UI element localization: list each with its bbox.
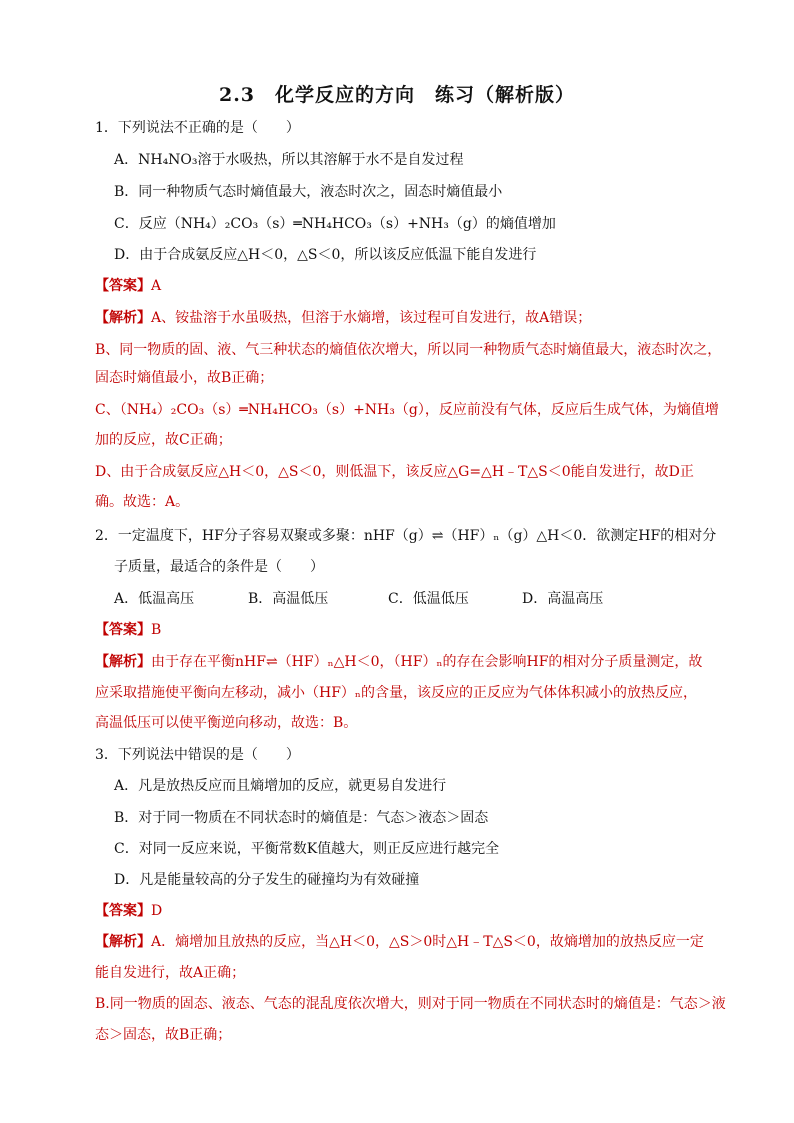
answer-value: B	[151, 622, 162, 638]
answer-value: A	[151, 278, 162, 294]
q1-option-d: D．由于合成氨反应△H＜0，△S＜0，所以该反应低温下能自发进行	[114, 247, 537, 263]
answer-label: 【答案】	[95, 903, 151, 919]
q1-analysis-line: D、由于合成氨反应△H＜0，△S＜0，则低温下，该反应△G=△H﹣T△S＜0能自发进行，故D正	[95, 464, 694, 480]
q1-analysis-line: 固态时熵值最小，故B正确；	[95, 370, 274, 386]
q2-answer	[95, 620, 161, 640]
q1-option-c: C．反应（NH₄）₂CO₃（s）═NH₄HCO₃（s）+NH₃（g）的熵值增加	[114, 216, 556, 232]
q1-answer	[95, 276, 161, 296]
answer-label: 【答案】	[95, 622, 151, 638]
q2-option-c: C．低温低压	[388, 591, 469, 607]
q3-option-d: D．凡是能量较高的分子发生的碰撞均为有效碰撞	[114, 872, 420, 888]
q1-analysis-line: 加的反应，故C正确；	[95, 432, 232, 448]
q2-analysis-line: 【解析】由于存在平衡nHF⇌（HF）ₙ△H＜0，（HF）ₙ的存在会影响HF的相对分子质量测定，故	[95, 654, 703, 670]
q3-answer	[95, 901, 162, 921]
q3-analysis-line: 态＞固态，故B正确；	[95, 1027, 232, 1043]
q1-analysis-line: 确。故选：A。	[95, 494, 190, 510]
answer-label: 【答案】	[95, 278, 151, 294]
q2-analysis-line: 应采取措施使平衡向左移动，减小（HF）ₙ的含量，该反应的正反应为气体体积减小的放热反应，	[95, 685, 697, 701]
q3-analysis-line: B.同一物质的固态、液态、气态的混乱度依次增大，则对于同一物质在不同状态时的熵值是：气态＞液	[95, 996, 726, 1012]
q3-option-c: C．对同一反应来说，平衡常数K值越大，则正反应进行越完全	[114, 841, 500, 857]
q2-analysis-line: 高温低压可以使平衡逆向移动，故选：B。	[95, 715, 358, 731]
q2-stem: 子质量，最适合的条件是（ ）	[114, 559, 324, 575]
q1-option-a: A．NH₄NO₃溶于水吸热，所以其溶解于水不是自发过程	[114, 152, 464, 168]
q1-stem: 1．下列说法不正确的是（ ）	[95, 120, 300, 136]
q2-stem: 2．一定温度下，HF分子容易双聚或多聚：nHF（g）⇌（HF）ₙ（g）△H＜0．欲测定HF的相对分	[95, 528, 717, 544]
q3-option-b: B．对于同一物质在不同状态时的熵值是：气态＞液态＞固态	[114, 810, 489, 826]
q3-option-a: A．凡是放热反应而且熵增加的反应，就更易自发进行	[114, 778, 447, 794]
q3-stem: 3．下列说法中错误的是（ ）	[95, 747, 300, 763]
q1-analysis-line: B、同一物质的固、液、气三种状态的熵值依次增大，所以同一种物质气态时熵值最大，液态时次之，	[95, 342, 722, 358]
document-title: 2.3 化学反应的方向 练习（解析版）	[218, 84, 576, 106]
q2-option-d: D．高温高压	[522, 591, 604, 607]
q2-option-a: A．低温高压	[114, 591, 195, 607]
analysis-label: 【解析】	[95, 654, 151, 670]
analysis-label: 【解析】	[95, 934, 151, 950]
q1-analysis-line: C、（NH₄）₂CO₃（s）═NH₄HCO₃（s）+NH₃（g），反应前没有气体，反应后生成气体，为熵值增	[95, 402, 719, 418]
q2-option-b: B．高温低压	[248, 591, 329, 607]
q1-analysis-line: 【解析】A、铵盐溶于水虽吸热，但溶于水熵增，该过程可自发进行，故A错误；	[95, 310, 592, 326]
q3-analysis-line: 能自发进行，故A正确；	[95, 965, 246, 981]
q3-analysis-line: 【解析】A．熵增加且放热的反应，当△H＜0，△S＞0时△H﹣T△S＜0，故熵增加的放热反应一定	[95, 934, 704, 950]
analysis-label: 【解析】	[95, 310, 151, 326]
q1-option-b: B．同一种物质气态时熵值最大，液态时次之，固态时熵值最小	[114, 184, 503, 200]
answer-value: D	[151, 903, 163, 919]
